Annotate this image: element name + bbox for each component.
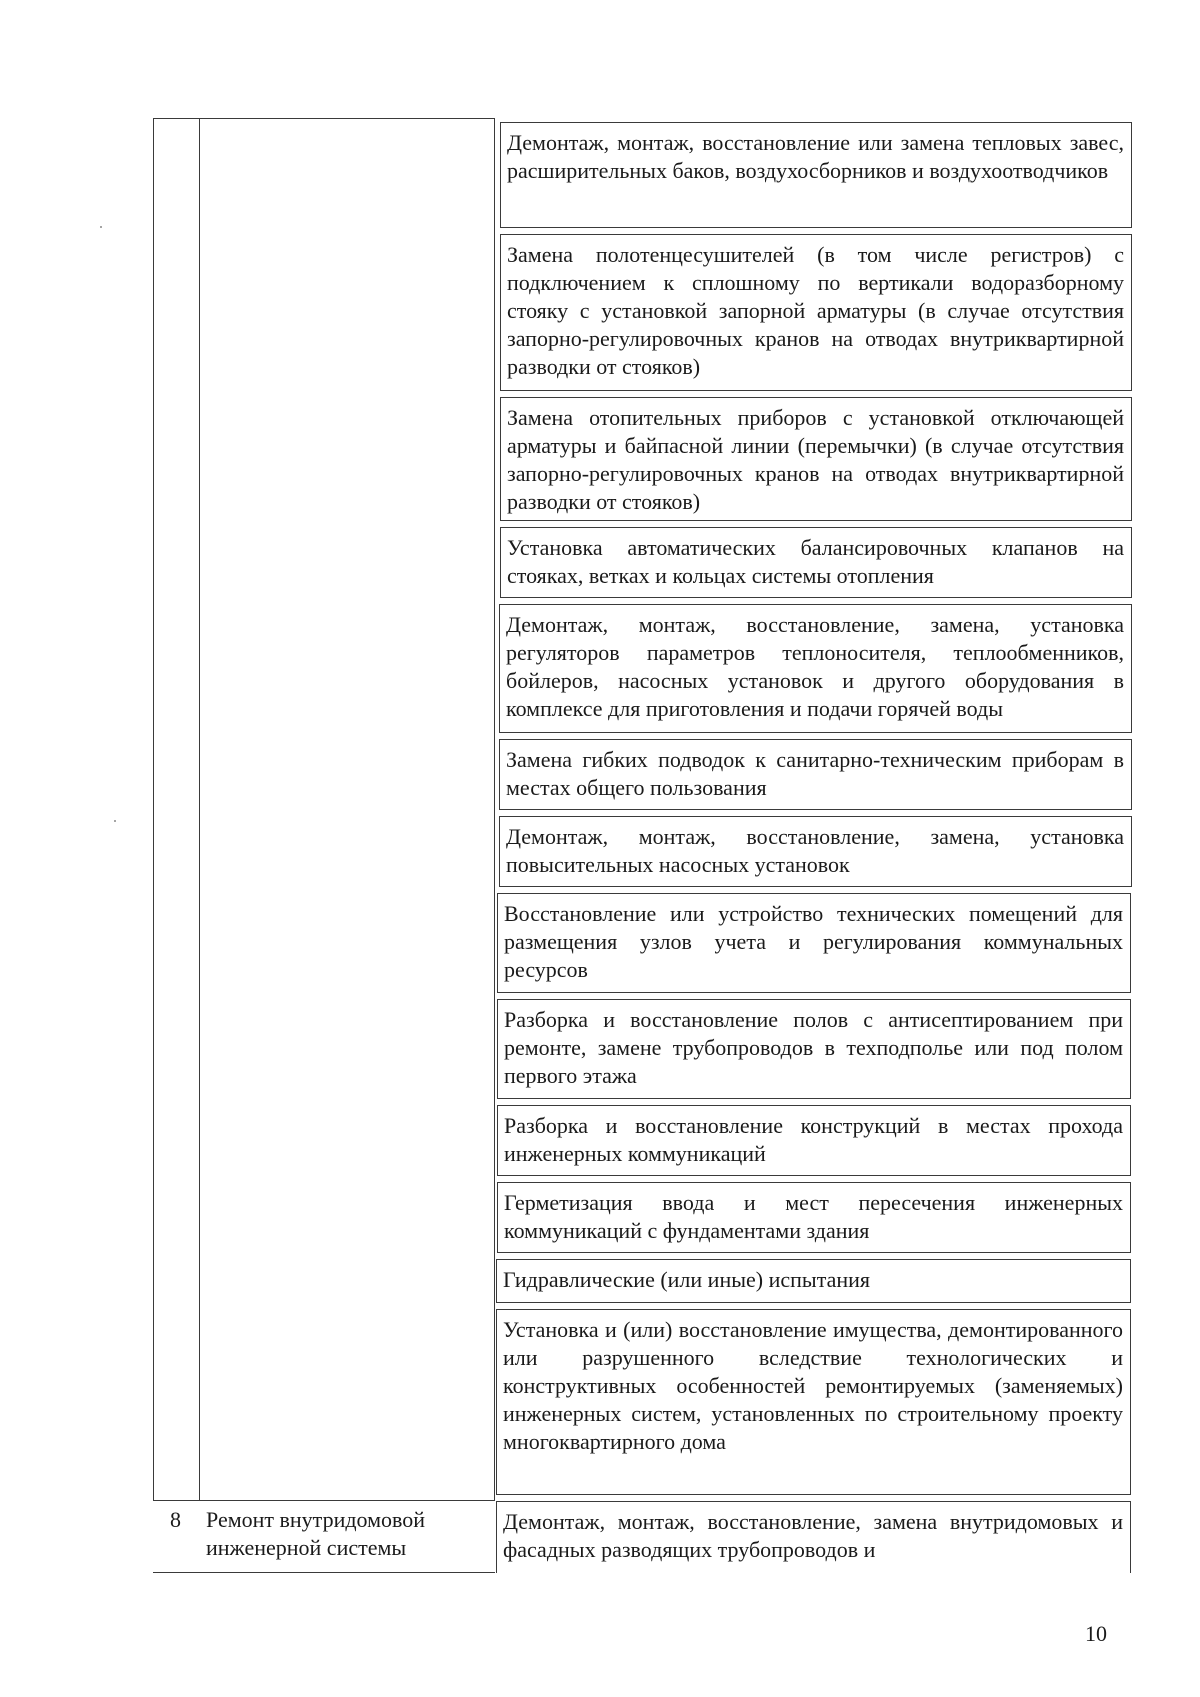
title-column-divider bbox=[494, 118, 495, 1500]
work-item-cell: Гидравлические (или иные) испытания bbox=[496, 1259, 1131, 1303]
work-item-cell: Замена гибких подводок к санитарно-техническим приборам в местах общего пользования bbox=[499, 739, 1132, 810]
work-item-cell: Демонтаж, монтаж, восстановление или замена тепловых завес, расширительных баков, воздухосборников и воздухоотводчиков bbox=[500, 122, 1132, 228]
row8-top-border bbox=[153, 1500, 495, 1501]
work-item-cell: Восстановление или устройство технических помещений для размещения узлов учета и регулирования коммунальных ресурсов bbox=[497, 893, 1131, 993]
scan-speck bbox=[114, 820, 116, 822]
work-item-cell: Замена отопительных приборов с установкой отключающей арматуры и байпасной линии (перемычки) (в случае отсутствия запорно-регулировочных кранов на отводах внутриквартирной разводки от стояков) bbox=[500, 397, 1132, 521]
work-item-cell: Разборка и восстановление полов с антисептированием при ремонте, замене трубопроводов в техподполье или под полом первого этажа bbox=[497, 999, 1131, 1099]
row-number: 8 bbox=[170, 1507, 181, 1532]
table-top-border bbox=[153, 118, 495, 119]
work-item-cell: Разборка и восстановление конструкций в местах прохода инженерных коммуникаций bbox=[497, 1105, 1131, 1176]
work-item-cell: Демонтаж, монтаж, восстановление, замена, установка повысительных насосных установок bbox=[499, 816, 1132, 887]
work-item-cell: Демонтаж, монтаж, восстановление, замена внутридомовых и фасадных разводящих трубопроводов и bbox=[496, 1501, 1131, 1573]
scan-speck bbox=[100, 226, 102, 228]
work-item-cell: Установка автоматических балансировочных клапанов на стояках, ветках и кольцах системы отопления bbox=[500, 527, 1132, 598]
table-left-border bbox=[153, 118, 154, 1500]
table-bottom-border bbox=[153, 1572, 495, 1573]
row-title: Ремонт внутридомовой инженерной системы bbox=[206, 1507, 426, 1560]
work-item-cell: Замена полотенцесушителей (в том числе регистров) с подключением к сплошному по вертикали водоразборному стояку с установкой запорной арматуры (в случае отсутствия запорно-регулировочных кранов на отводах внутриквартирной разводки от стояков) bbox=[500, 234, 1132, 391]
number-column-divider bbox=[199, 118, 200, 1500]
page-number: 10 bbox=[1085, 1621, 1107, 1646]
work-item-cell: Установка и (или) восстановление имущества, демонтированного или разрушенного вследствие технологических и конструктивных особенностей ремонтируемых (заменяемых) инженерных систем, установленных по строительному проекту многоквартирного дома bbox=[496, 1309, 1131, 1495]
work-item-cell: Демонтаж, монтаж, восстановление, замена, установка регуляторов параметров теплоносителя, теплообменников, бойлеров, насосных установок и другого оборудования в комплексе для приготовления и подачи горячей воды bbox=[499, 604, 1132, 733]
work-item-cell: Герметизация ввода и мест пересечения инженерных коммуникаций с фундаментами здания bbox=[497, 1182, 1131, 1253]
